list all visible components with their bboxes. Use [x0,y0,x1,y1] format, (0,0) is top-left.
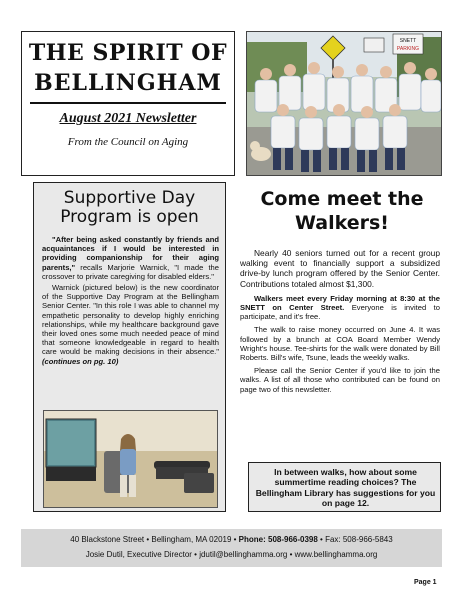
footer-contact-line[interactable]: Josie Dutil, Executive Director • jdutil@bellinghamma.org • www.bellinghamma.org [85,550,378,559]
footer-fax: • Fax: 508-966-5843 [317,535,393,544]
paragraph-text: Warnick (pictured below) is the new coordinator of the Supportive Day Program at the Bellingham Senior Center. "In this role I was able to channel my empathetic personality to develop highly enriching relationships, while my healthcare background gave their loved ones some much needed peace of mind that someone knowledgeable in regard to health care would be making decisions in their absence." [42,283,219,357]
title-divider [30,102,226,104]
schedule-text: Everyone is invited to participate, and it's free. [240,303,440,322]
footer-address-line [21,535,442,544]
masthead [21,31,235,176]
article-title-line2: Program is open [60,207,199,227]
library-callout [248,462,441,512]
article-title-line1: Supportive Day [63,188,196,208]
page-number: Page 1 [414,579,437,586]
masthead-subtitle: From the Council on Aging [67,136,189,148]
continued-note: (continues on pg. 10) [42,356,119,366]
walkers-title-line2: Walkers! [295,212,389,234]
supportive-day-article [33,182,226,512]
issue-date: August 2021 Newsletter [59,111,197,126]
library-callout-text: In between walks, how about some summertime reading choices? The Bellingham Library has suggestions for you on page 12. [255,467,436,509]
article-paragraph [42,283,219,366]
quote-attribution: recalls Marjorie Warnick, "I made the crossover to private caregiving for disabled elders." [42,262,219,281]
walkers-paragraph-4: Please call the Senior Center if you'd like to join the walks. A list of all those who contributed can be found on page two of this newsletter. [240,366,440,394]
walkers-article-title [236,187,448,235]
walkers-paragraph-3: The walk to raise money occurred on June 4. It was followed by a brunch at COA Board Member Wendy Wright's house. Tee-shirts for the walk were donated by Bill Roberts. Bill's wife, Tsune, leads the weekly walks. [240,325,440,363]
coordinator-photo [43,410,218,508]
walkers-title-line1: Come meet the [260,188,424,210]
newsletter-title-line1: THE SPIRIT OF [28,40,228,66]
sign-text-1: SNETT [399,38,417,44]
footer-address: 40 Blackstone Street • Bellingham, MA 02019 • [70,535,239,544]
schedule-highlight: Walkers meet every Friday morning at 8:30 at the SNETT on Center Street. [240,293,440,313]
walkers-schedule [240,294,440,322]
article-title [34,189,225,227]
footer-phone[interactable]: Phone: 508-966-0398 [238,535,318,544]
newsletter-title-line2: BELLINGHAM [34,70,222,96]
pull-quote: "After being asked constantly by friends and acquaintances if I would be interested in providing companionship for their aging parents," [42,235,219,272]
contact-footer [21,529,442,567]
article-body [42,235,219,368]
walkers-article-body [240,248,440,398]
sign-text-2: PARKING [396,46,420,52]
walkers-group-photo [246,31,442,176]
walkers-paragraph-1: Nearly 40 seniors turned out for a recent group walking event to financially support a subsidized drive-by lunch program offered by the Senior Center. Contributions totaled almost $1,300. [240,248,440,289]
article-paragraph [42,235,219,281]
